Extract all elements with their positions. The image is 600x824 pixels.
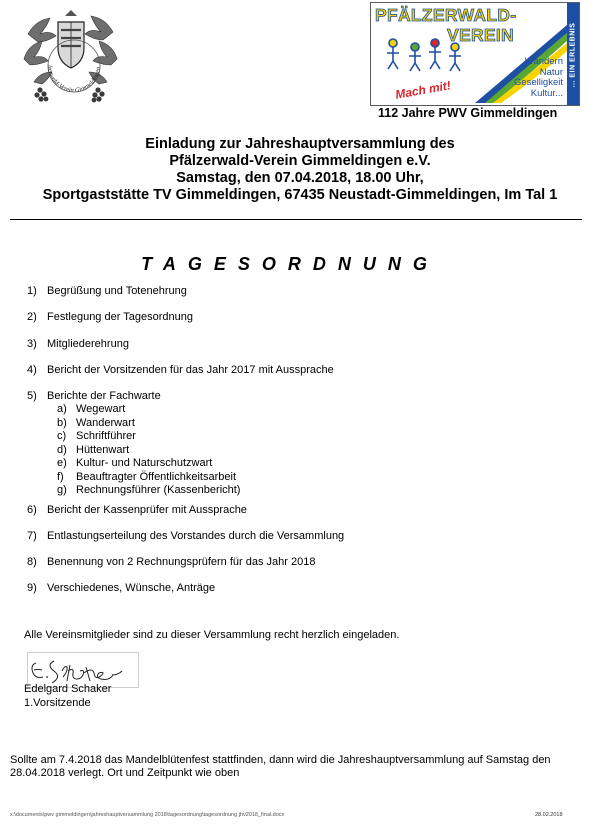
- agenda-number: 3): [27, 338, 37, 350]
- agenda-number: 5): [27, 390, 37, 402]
- agenda-text: Entlastungserteilung des Vorstandes durch die Versammlung: [47, 530, 345, 542]
- horizontal-divider: [10, 219, 582, 220]
- subitem-letter: g): [57, 484, 67, 496]
- subitem-text: Rechnungsführer (Kassenbericht): [76, 484, 241, 496]
- subitem-text: Beauftragter Öffentlichkeitsarbeit: [76, 470, 236, 483]
- signer-role: 1.Vorsitzende: [24, 696, 91, 709]
- subitem-text: Schriftführer: [76, 430, 136, 442]
- subitem-text: Kultur- und Naturschutzwart: [76, 457, 213, 469]
- agenda-item: [27, 556, 315, 569]
- agenda-subitem: [57, 457, 212, 470]
- title-line: Samstag, den 07.04.2018, 18.00 Uhr,: [176, 170, 424, 186]
- brand-name-line1: PFÄLZERWALD-: [375, 5, 517, 25]
- subitem-letter: d): [57, 443, 67, 456]
- agenda-text: Mitgliederehrung: [47, 338, 129, 350]
- brand-keywords: [514, 57, 563, 99]
- agenda-item: [27, 338, 129, 351]
- agenda-text: Verschiedenes, Wünsche, Anträge: [47, 582, 216, 594]
- agenda-number: 2): [27, 311, 37, 323]
- keyword-item: Natur: [539, 66, 563, 78]
- postponement-note: Sollte am 7.4.2018 das Mandelblütenfest stattfinden, dann wird die Jahreshauptversammlung auf Samstag den 28.04.2018 verlegt. Ort und Zeitpunkt wie oben: [10, 754, 551, 780]
- brand-slogan: Mach mit!: [394, 78, 452, 102]
- closing-sentence: Alle Vereinsmitglieder sind zu dieser Versammlung recht herzlich eingeladen.: [24, 629, 400, 641]
- subitem-letter: c): [57, 430, 67, 442]
- agenda-subitem: [57, 403, 125, 416]
- agenda-item: [27, 364, 334, 377]
- agenda-number: 8): [27, 556, 37, 568]
- subitem-letter: e): [57, 457, 67, 469]
- title-line: Einladung zur Jahreshauptversammlung des: [145, 136, 455, 152]
- agenda-item: [27, 390, 161, 403]
- agenda-number: 4): [27, 364, 37, 376]
- agenda-number: 6): [27, 504, 37, 516]
- agenda-text: Berichte der Fachwarte: [47, 390, 161, 402]
- crest-icon: [18, 4, 123, 104]
- handwritten-signature-icon: [28, 653, 138, 687]
- signer-block: [24, 683, 111, 710]
- brand-side-slogan: ... EIN ERLEBNIS: [569, 22, 577, 88]
- agenda-item: [27, 504, 247, 517]
- agenda-item: [27, 311, 193, 324]
- club-crest-logo: [18, 4, 123, 104]
- agenda-text: Bericht der Kassenprüfer mit Aussprache: [47, 504, 247, 516]
- footer-file-path: x:\documents\pwv gimmeldingen\jahreshauptversammlung 2018\tagesordnung\tagesordnung jhv2018_final.docx: [10, 812, 285, 818]
- agenda-subitem: [57, 417, 135, 430]
- brand-side-banner: [567, 3, 579, 105]
- subitem-letter: a): [57, 403, 67, 415]
- agenda-subitem: [57, 430, 136, 443]
- title-line: Pfälzerwald-Verein Gimmeldingen e.V.: [169, 153, 431, 169]
- keyword-item: Kultur...: [530, 87, 563, 99]
- agenda-subitem: [57, 484, 240, 497]
- subitem-letter: b): [57, 416, 67, 429]
- agenda-number: 9): [27, 582, 37, 594]
- agenda-number: 1): [27, 285, 37, 297]
- keyword-item: Wandern: [524, 56, 563, 67]
- agenda-text: Benennung von 2 Rechnungsprüfern für das Jahr 2018: [47, 556, 316, 568]
- crest-ring-text: lzerwald-Verein Gimmeldingen: [45, 65, 103, 95]
- subitem-letter: f): [57, 470, 64, 483]
- agenda-item: [27, 285, 187, 298]
- footer-date: 28.02.2018: [535, 812, 563, 818]
- agenda-heading: TAGESORDNUNG: [141, 254, 439, 274]
- agenda-item: [27, 530, 344, 543]
- title-line: Sportgaststätte TV Gimmeldingen, 67435 Neustadt-Gimmeldingen, Im Tal 1: [42, 187, 558, 203]
- agenda-text: Begrüßung und Totenehrung: [47, 285, 187, 297]
- invitation-title: [0, 136, 600, 204]
- keyword-item: Geselligkeit: [513, 77, 563, 88]
- pwv-brand-logo: [370, 2, 580, 106]
- subitem-text: Hüttenwart: [76, 443, 130, 456]
- anniversary-caption: 112 Jahre PWV Gimmeldingen: [378, 106, 558, 120]
- subitem-text: Wanderwart: [76, 416, 135, 429]
- agenda-text: Festlegung der Tagesordnung: [47, 311, 193, 323]
- signer-name: Edelgard Schaker: [24, 683, 112, 695]
- agenda-text: Bericht der Vorsitzenden für das Jahr 2017 mit Aussprache: [47, 364, 334, 376]
- agenda-subitem: [57, 471, 236, 484]
- subitem-text: Wegewart: [76, 403, 126, 415]
- agenda-item: [27, 582, 215, 595]
- brand-name-line2: VEREIN: [447, 25, 514, 45]
- agenda-number: 7): [27, 530, 37, 542]
- agenda-subitem: [57, 444, 129, 457]
